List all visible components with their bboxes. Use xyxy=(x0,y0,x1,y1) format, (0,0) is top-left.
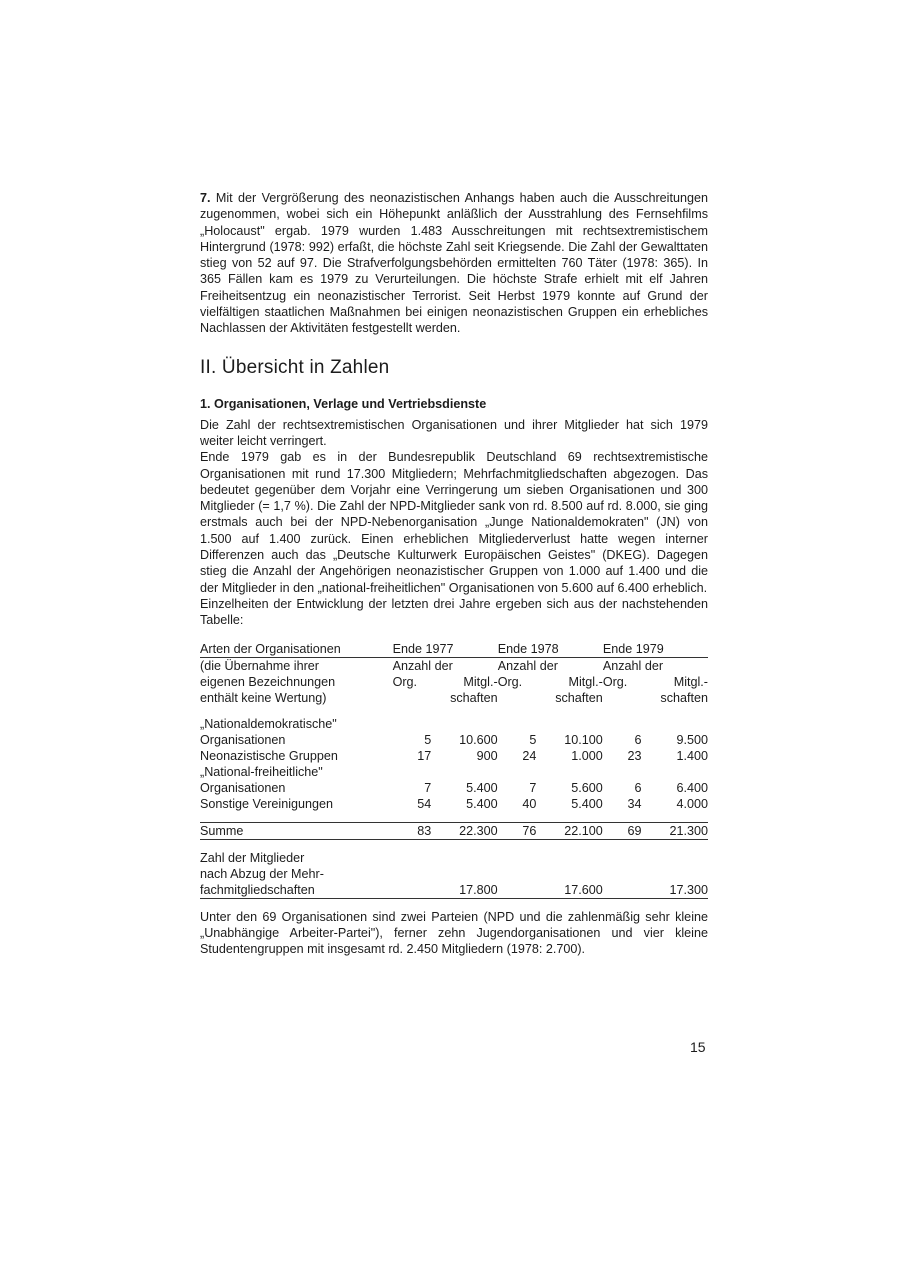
subheader-1978: Anzahl der Org. Mitgl.- schaften xyxy=(497,658,603,705)
subheader-1979: Anzahl der Org. Mitgl.- schaften xyxy=(602,658,708,705)
page-number: 15 xyxy=(690,1039,706,1055)
paragraph-1: Die Zahl der rechtsextremistischen Organisationen und ihrer Mitglieder hat sich 1979 weiter leicht verringert. xyxy=(200,417,708,448)
subheader-1977: Anzahl der Org. Mitgl.- schaften xyxy=(392,658,498,705)
section-title: II. Übersicht in Zahlen xyxy=(200,356,390,378)
intro-paragraph xyxy=(200,190,708,337)
table-sum-row: Summe 83 22.300 76 22.100 69 21.300 xyxy=(200,823,708,838)
subsection-title: 1. Organisationen, Verlage und Vertriebsdienste xyxy=(200,396,487,411)
table-row: Sonstige Vereinigungen 54 5.400 40 5.400 34 4.000 xyxy=(200,796,708,811)
intro-number: 7. xyxy=(200,191,211,205)
table-header-row xyxy=(200,641,708,658)
year-1978: Ende 1978 xyxy=(498,641,603,658)
intro-text: Mit der Vergrößerung des neonazistischen Anhangs haben auch die Ausschreitungen zugenommen, wobei sich ein Höhepunkt anläßlich der Ausstrahlung des Fernsehfilms „Holocaust" ergab. 1979 wurden 1.483 Ausschreitungen mit rechtsextremistischem Hintergrund (1978: 992) erfaßt, die höchste Zahl seit Kriegsende. Die Zahl der Gewalttaten stieg von 52 auf 97. Die Strafverfolgungsbehörden ermittelten 760 Täter (1978: 365). In 365 Fällen kam es 1979 zu Verurteilungen. Die höchste Strafe erhielt mit elf Jahren Freiheitsentzug ein neonazistischer Terrorist. Seit Herbst 1979 konnte auf Grund der vielfältigen staatlichen Maßnahmen bei einigen neonazistischen Gruppen ein erhebliches Nachlassen der Aktivitäten festgestellt werden. xyxy=(200,191,708,336)
year-1979: Ende 1979 xyxy=(603,641,708,658)
paragraph-3: Einzelheiten der Entwicklung der letzten drei Jahre ergeben sich aus der nachstehenden Tabelle: xyxy=(200,596,708,628)
table-net-row: Zahl der Mitglieder nach Abzug der Mehr- fachmitgliedschaften 17.800 17.600 17.300 xyxy=(200,850,708,897)
table-row: Neonazistische Gruppen 17 900 24 1.000 23 1.400 xyxy=(200,748,708,763)
table-subheader-row xyxy=(200,657,708,706)
table-row: „National-freiheitliche" Organisationen 7 5.400 7 5.600 6 6.400 xyxy=(200,764,708,795)
table-row: „Nationaldemokratische" Organisationen 5 10.600 5 10.100 6 9.500 xyxy=(200,716,708,747)
year-1977: Ende 1977 xyxy=(393,641,498,658)
document-page xyxy=(200,190,708,957)
organisations-table xyxy=(200,641,708,899)
closing-paragraph: Unter den 69 Organisationen sind zwei Parteien (NPD und die zahlenmäßig sehr kleine „Unabhängige Arbeiter-Partei"), ferner zehn Jugendorganisationen und vier kleine Studentengruppen mit insgesamt rd. 2.450 Mitgliedern (1978: 2.700). xyxy=(200,909,708,957)
table-header-label: Arten der Organisationen xyxy=(200,641,393,658)
paragraph-2: Ende 1979 gab es in der Bundesrepublik Deutschland 69 rechtsextremistische Organisationen mit rund 17.300 Mitgliedern; Mehrfachmitgliedschaften abgezogen. Das bedeutet gegenüber dem Vorjahr eine Verringerung um sieben Organisationen und 300 Mitglieder (= 1,7 %). Die Zahl der NPD-Mitglieder sank von rd. 8.500 auf rd. 8.000, sie ging erstmals auch bei der NPD-Nebenorganisation „Junge Nationaldemokraten" (JN) von 1.500 auf 1.400 zurück. Einen erheblichen Mitgliederverlust hatte wegen interner Differenzen auch das „Deutsche Kulturwerk Europäischen Geistes" (DKEG). Dagegen stieg die Anzahl der Angehörigen neonazistischer Gruppen von 1.000 auf 1.400 und die der Mitglieder in den „national-freiheitlichen" Organisationen von 5.600 auf 6.400 erheblich. xyxy=(200,450,708,595)
table-header-note: (die Übernahme ihrer eigenen Bezeichnungen enthält keine Wertung) xyxy=(200,658,336,705)
